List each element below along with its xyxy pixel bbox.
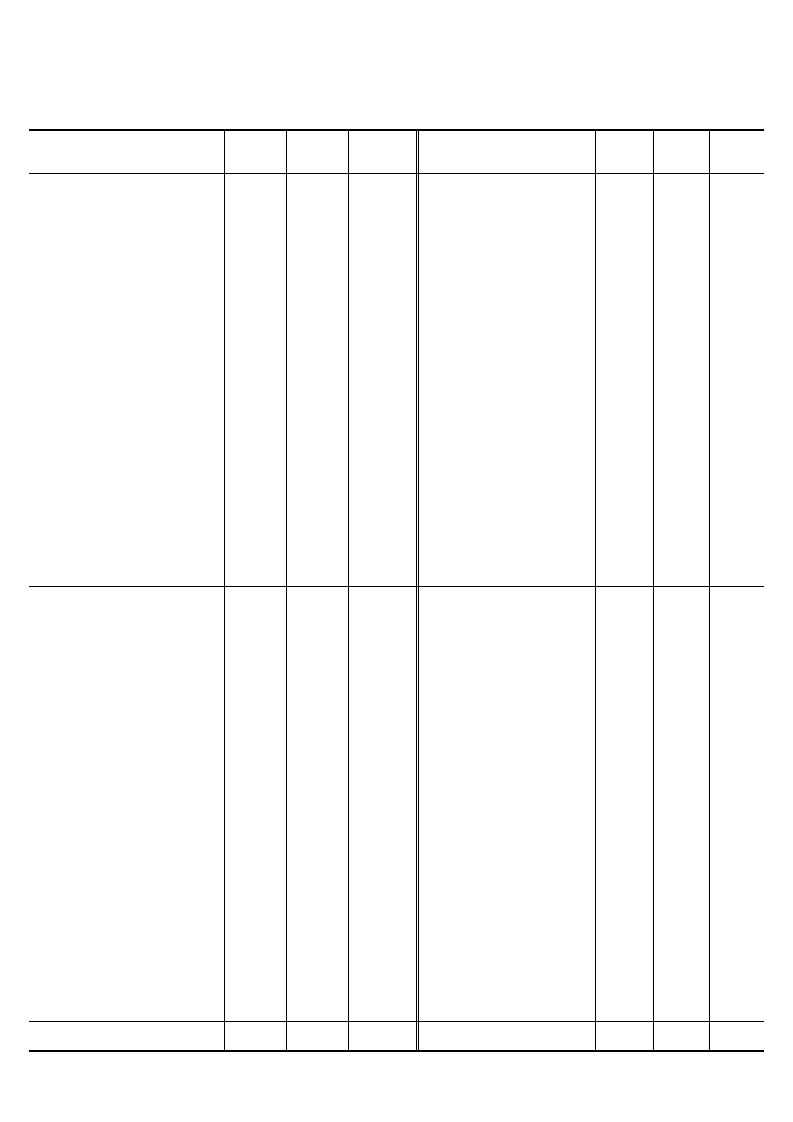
column-rule bbox=[418, 129, 419, 1051]
column-rule bbox=[709, 129, 710, 1051]
column-rule bbox=[653, 129, 654, 1051]
column-rule bbox=[348, 129, 349, 1051]
column-rule bbox=[224, 129, 225, 1051]
column-rule bbox=[595, 129, 596, 1051]
column-rule bbox=[286, 129, 287, 1051]
column-rule bbox=[416, 129, 417, 1051]
